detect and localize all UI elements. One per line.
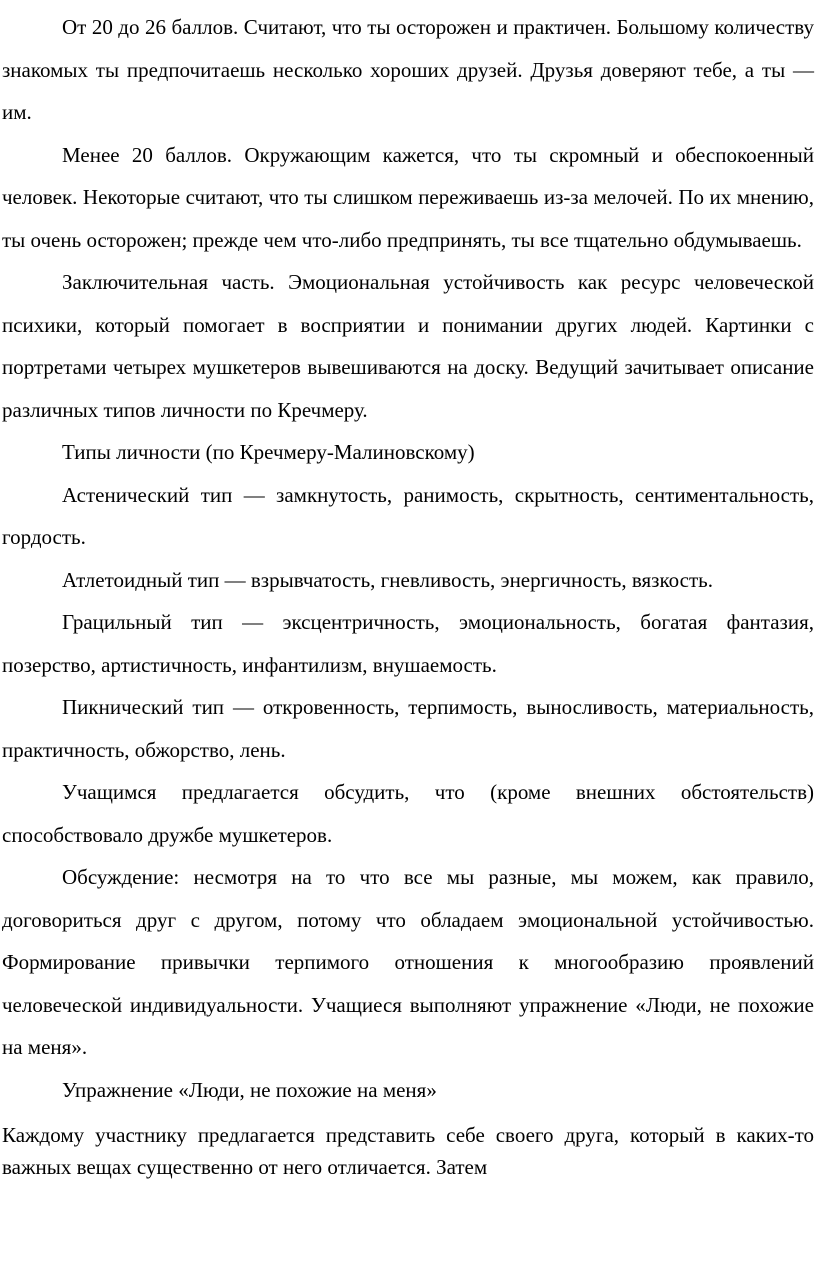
paragraph-asthenic-type: Астенический тип — замкнутость, ранимость, скрытность, сентиментальность, гордость. bbox=[2, 482, 814, 549]
paragraph-gracile-type: Грацильный тип — эксцентричность, эмоциональность, богатая фантазия, позерство, артистичность, инфантилизм, внушаемость. bbox=[2, 610, 814, 677]
paragraph-pyknic-type: Пикнический тип — откровенность, терпимость, выносливость, материальность, практичность, обжорство, лень. bbox=[2, 695, 814, 762]
paragraph-athletic-type: Атлетоидный тип — взрывчатость, гневливость, энергичность, вязкость. bbox=[62, 567, 713, 592]
paragraph-score-under-20: Менее 20 баллов. Окружающим кажется, что ты скромный и обеспокоенный человек. Некоторые считают, что ты слишком переживаешь из-за мелочей. По их мнению, ты очень осторожен; прежде чем что-либо предпринять, ты все тщательно обдумываешь. bbox=[2, 142, 814, 252]
heading-exercise: Упражнение «Люди, не похожие на меня» bbox=[62, 1077, 437, 1102]
paragraph-discussion: Обсуждение: несмотря на то что все мы разные, мы можем, как правило, договориться друг с другом, потому что обладаем эмоциональной устойчивостью. Формирование привычки терпимого отношения к многообразию проявлений человеческой индивидуальности. Учащиеся выполняют упражнение «Люди, не похожие на меня». bbox=[2, 865, 814, 1059]
paragraph-exercise-instructions: Каждому участнику предлагается представить себе своего друга, который в каких-то важных вещах существенно от него отличается. Затем bbox=[2, 1123, 814, 1179]
heading-personality-types: Типы личности (по Кречмеру-Малиновскому) bbox=[62, 440, 475, 464]
paragraph-final-part: Заключительная часть. Эмоциональная устойчивость как ресурс человеческой психики, который помогает в восприятии и понимании других людей. Картинки с портретами четырех мушкетеров вывешиваются на доску. Ведущий зачитывает описание различных типов личности по Кречмеру. bbox=[2, 270, 814, 422]
paragraph-discussion-prompt: Учащимся предлагается обсудить, что (кроме внешних обстоятельств) способствовало дружбе мушкетеров. bbox=[2, 780, 814, 847]
paragraph-score-20-26: От 20 до 26 баллов. Считают, что ты осторожен и практичен. Большому количеству знакомых ты предпочитаешь несколько хороших друзей. Друзья доверяют тебе, а ты — им. bbox=[2, 15, 814, 124]
